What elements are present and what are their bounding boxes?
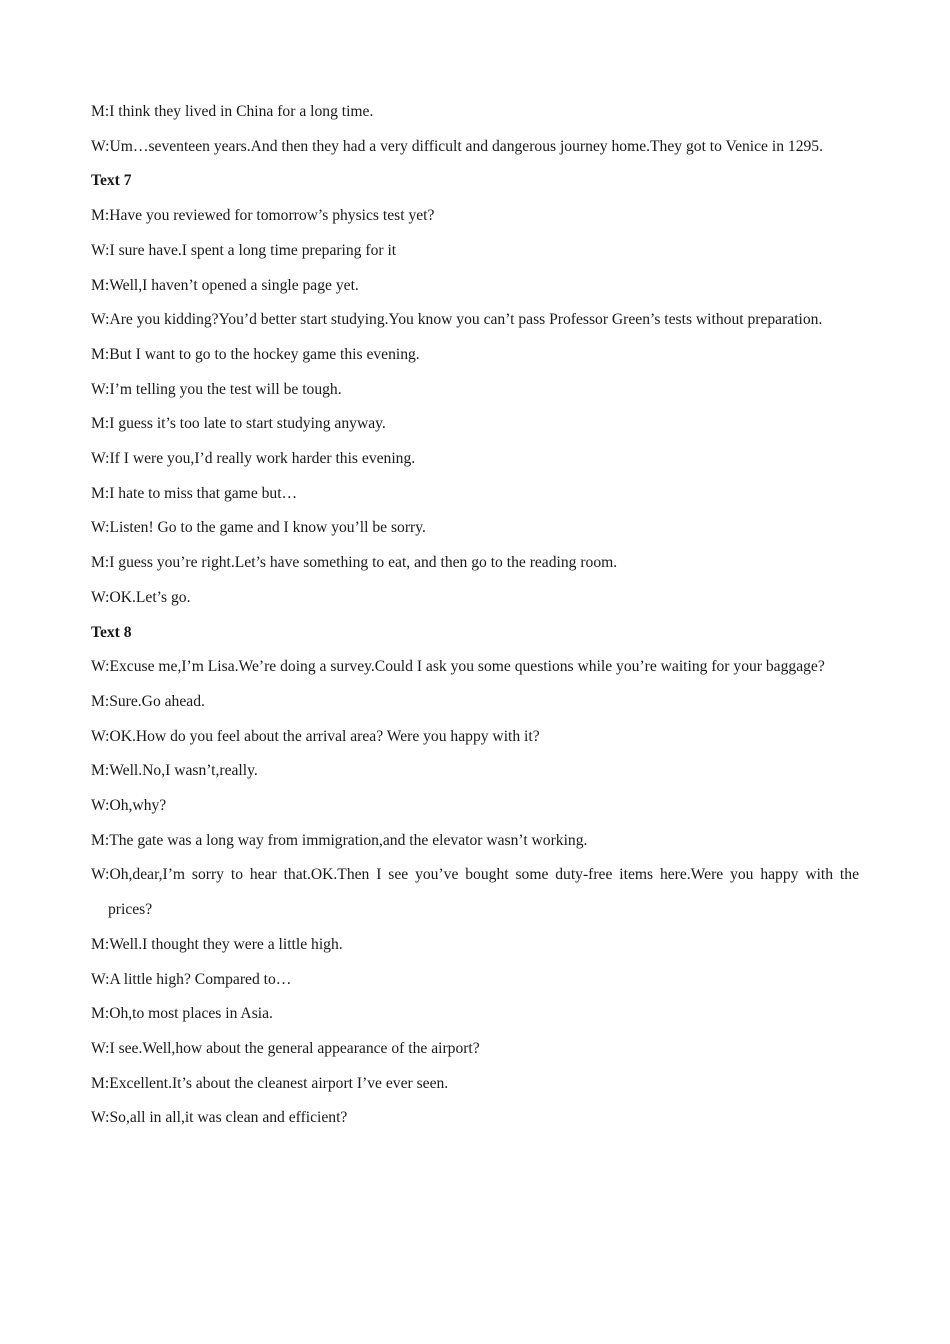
dialogue-line: M:Oh,to most places in Asia.	[91, 1005, 273, 1023]
dialogue-line: M:Have you reviewed for tomorrow’s physics test yet?	[91, 207, 435, 225]
dialogue-line: W:Excuse me,I’m Lisa.We’re doing a survey.Could I ask you some questions while you’re waiting for your baggage?	[91, 658, 825, 676]
dialogue-line: M:I guess it’s too late to start studying anyway.	[91, 415, 386, 433]
dialogue-line: W:If I were you,I’d really work harder this evening.	[91, 450, 416, 468]
dialogue-line: M:I think they lived in China for a long time.	[91, 103, 374, 120]
dialogue-line: M:The gate was a long way from immigration,and the elevator wasn’t working.	[91, 831, 588, 849]
dialogue-line: W:I see.Well,how about the general appearance of the airport?	[91, 1039, 480, 1057]
dialogue-line: W:Um…seventeen years.And then they had a very difficult and dangerous journey home.They got to Venice in 1295.	[91, 137, 823, 155]
dialogue-line: W:So,all in all,it was clean and efficient?	[91, 1109, 348, 1127]
dialogue-line: W:Oh,dear,I’m sorry to hear that.OK.Then I see you’ve bought some duty-free items here.Were you happy with the prices?	[91, 866, 859, 919]
dialogue-line: M:Well.No,I wasn’t,really.	[91, 762, 258, 780]
dialogue-line: W:Are you kidding?You’d better start studying.You know you can’t pass Professor Green’s tests without preparation.	[91, 311, 823, 329]
section-heading-text-7: Text 7	[91, 172, 132, 190]
dialogue-line: W:OK.How do you feel about the arrival area? Were you happy with it?	[91, 727, 540, 745]
section-heading-text-8: Text 8	[91, 623, 132, 641]
dialogue-line: M:Excellent.It’s about the cleanest airport I’ve ever seen.	[91, 1074, 449, 1092]
dialogue-line: W:OK.Let’s go.	[91, 588, 191, 606]
dialogue-line: W:A little high? Compared to…	[91, 970, 292, 988]
dialogue-line: M:But I want to go to the hockey game this evening.	[91, 345, 420, 363]
dialogue-line: M:Sure.Go ahead.	[91, 692, 205, 710]
dialogue-line: W:Oh,why?	[91, 797, 167, 815]
dialogue-line: W:I sure have.I spent a long time preparing for it	[91, 241, 397, 259]
transcript-body	[91, 95, 859, 1136]
dialogue-line: M:I guess you’re right.Let’s have something to eat, and then go to the reading room.	[91, 554, 618, 572]
dialogue-line: M:Well,I haven’t opened a single page yet.	[91, 276, 359, 294]
dialogue-line: W:I’m telling you the test will be tough.	[91, 380, 342, 398]
dialogue-line: M:Well.I thought they were a little high.	[91, 935, 343, 953]
dialogue-line: W:Listen! Go to the game and I know you’ll be sorry.	[91, 519, 426, 537]
dialogue-line: M:I hate to miss that game but…	[91, 484, 298, 502]
